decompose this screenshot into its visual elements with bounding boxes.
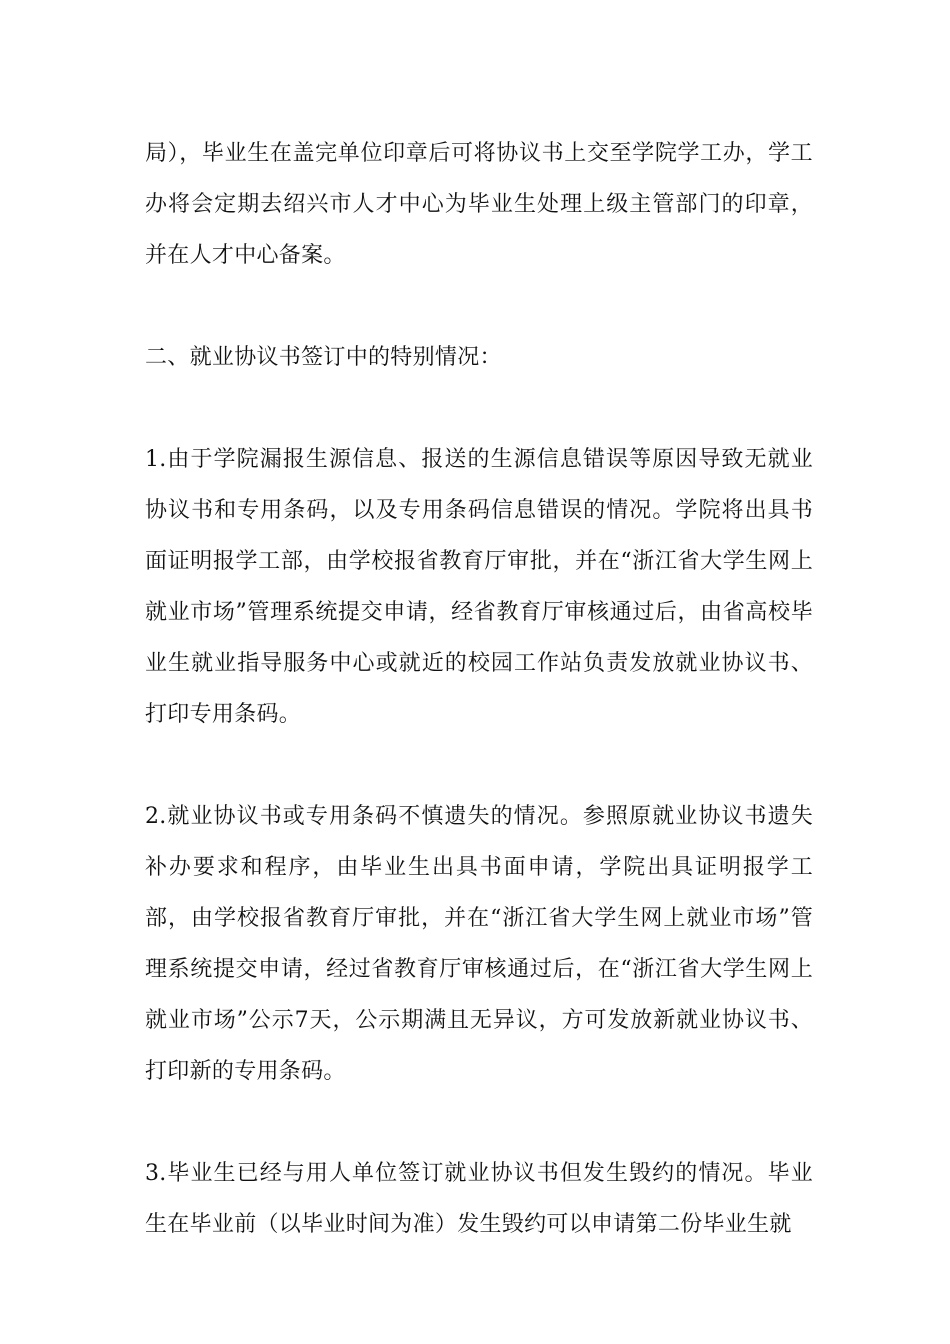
section-heading: 二、就业协议书签订中的特别情况： <box>145 345 502 370</box>
document-body <box>145 128 813 1250</box>
paragraph-item-1: 1.由于学院漏报生源信息、报送的生源信息错误等原因导致无就业协议书和专用条码，以及专用条码信息错误的情况。学院将出具书面证明报学工部，由学校报省教育厅审批，并在“浙江省大学生网上就业市场”管理系统提交申请，经省教育厅审核通过后，由省高校毕业生就业指导服务中心或就近的校园工作站负责发放就业协议书、打印专用条码。 <box>145 447 813 727</box>
paragraph-item-2: 2.就业协议书或专用条码不慎遗失的情况。参照原就业协议书遗失补办要求和程序，由毕业生出具书面申请，学院出具证明报学工部，由学校报省教育厅审批，并在“浙江省大学生网上就业市场”管理系统提交申请，经过省教育厅审核通过后，在“浙江省大学生网上就业市场”公示7天，公示期满且无异议，方可发放新就业协议书、打印新的专用条码。 <box>145 804 813 1084</box>
paragraph-item-3: 3.毕业生已经与用人单位签订就业协议书但发生毁约的情况。毕业生在毕业前（以毕业时间为准）发生毁约可以申请第二份毕业生就 <box>145 1161 813 1237</box>
paragraph-continuation: 局），毕业生在盖完单位印章后可将协议书上交至学院学工办，学工办将会定期去绍兴市人才中心为毕业生处理上级主管部门的印章，并在人才中心备案。 <box>145 141 813 268</box>
